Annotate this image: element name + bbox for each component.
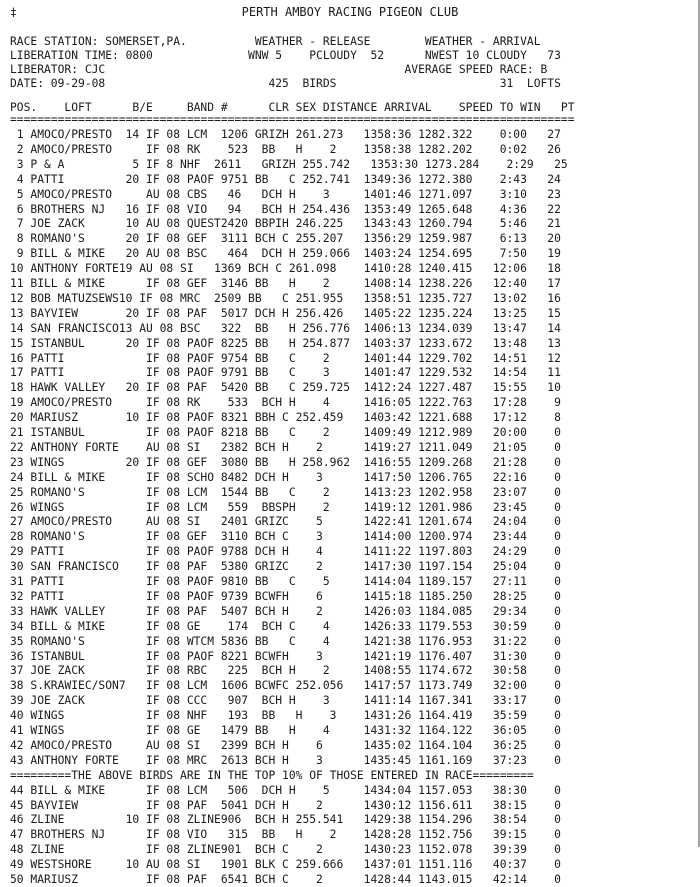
table-row: 8 ROMANO'S 20 IF 08 GEF 3111 BCH C 255.207 1356:29 1259.987 6:13 20: [10, 232, 561, 246]
table-row: 28 ROMANO'S IF 08 GEF 3110 BCH C 3 1414:00 1200.974 23:44 0: [10, 530, 561, 544]
table-row: 16 PATTI IF 08 PAOF 9754 BB C 2 1401:44 1229.702 14:51 12: [10, 351, 561, 365]
table-row: 37 JOE ZACK IF 08 RBC 225 BCH H 2 1408:55 1174.672 30:58 0: [10, 664, 561, 678]
table-row: 11 BILL & MIKE IF 08 GEF 3146 BB H 2 1408:14 1238.226 12:40 17: [10, 277, 561, 290]
club-title: PERTH AMBOY RACING PIGEON CLUB: [241, 5, 459, 19]
column-header: POS. LOFT B/E BAND # CLR SEX DISTANCE ARRIVAL SPEED TO WIN PT: [10, 101, 575, 114]
table-row: 2 AMOCO/PRESTO IF 08 RK 523 BB H 2 1358:38 1282.202 0:02 26: [10, 142, 561, 156]
table-row: 47 BROTHERS NJ IF 08 VIO 315 BB H 2 1428:28 1152.756 39:15 0: [10, 828, 561, 842]
table-row: 26 WINGS IF 08 LCM 559 BBSPH 2 1419:12 1201.986 23:45 0: [10, 500, 561, 514]
table-row: 12 BOB MATUZSEWS10 IF 08 MRC 2509 BB C 251.955 1358:51 1235.727 13:02 16: [10, 291, 561, 305]
table-row: 18 HAWK VALLEY 20 IF 08 PAF 5420 BB C 259.725 1412:24 1227.487 15:55 10: [10, 381, 561, 395]
table-row: 7 JOE ZACK 10 AU 08 QUEST2420 BBPIH 246.225 1343:43 1260.794 5:46 21: [10, 217, 561, 231]
table-row: 34 BILL & MIKE IF 08 GE 174 BCH C 4 1426:33 1179.553 30:59 0: [10, 619, 561, 633]
table-row: 29 PATTI IF 08 PAOF 9788 DCH H 4 1411:22 1197.803 24:29 0: [10, 545, 561, 559]
table-row: 50 MARIUSZ IF 08 PAF 6541 BCH C 2 1428:44 1143.015 42:14 0: [10, 873, 561, 886]
header-line-date: DATE: 09-29-08 425 BIRDS 31 LOFTS: [10, 77, 561, 90]
table-row: 30 SAN FRANCISCO IF 08 PAF 5380 GRIZC 2 1417:30 1197.154 25:04 0: [10, 560, 561, 574]
table-row: 4 PATTI 20 IF 08 PAOF 9751 BB C 252.741 1349:36 1272.380 2:43 24: [10, 172, 561, 186]
table-row: 38 S.KRAWIEC/SON7 IF 08 LCM 1606 BCWFC 252.056 1417:57 1173.749 32:00 0: [10, 679, 561, 693]
table-row: 49 WESTSHORE 10 AU 08 SI 1901 BLK C 259.666 1437:01 1151.116 40:37 0: [10, 858, 561, 872]
table-row: 5 AMOCO/PRESTO AU 08 CBS 46 DCH H 3 1401:46 1271.097 3:10 23: [10, 187, 561, 201]
table-row: 25 ROMANO'S IF 08 LCM 1544 BB C 2 1413:23 1202.958 23:07 0: [10, 485, 561, 499]
header-rule: ===================================================================================: [10, 113, 575, 126]
table-row: 1 AMOCO/PRESTO 14 IF 08 LCM 1206 GRIZH 261.273 1358:36 1282.322 0:00 27: [10, 128, 561, 141]
table-row: 31 PATTI IF 08 PAOF 9810 BB C 5 1414:04 1189.157 27:11 0: [10, 575, 561, 588]
header-line-liberator: LIBERATOR: CJC AVERAGE SPEED RACE: B: [10, 63, 548, 76]
table-row: 9 BILL & MIKE 20 AU 08 BSC 464 DCH H 259.066 1403:24 1254.695 7:50 19: [10, 247, 561, 261]
corner-mark: ‡: [10, 6, 17, 19]
table-row: 15 ISTANBUL 20 IF 08 PAOF 8225 BB H 254.877 1403:37 1233.672 13:48 13: [10, 336, 561, 350]
table-row: 41 WINGS IF 08 GE 1479 BB H 4 1431:32 1164.122 36:05 0: [10, 724, 561, 737]
table-row: 23 WINGS 20 IF 08 GEF 3080 BB H 258.962 1416:55 1209.268 21:28 0: [10, 455, 561, 469]
table-row: 13 BAYVIEW 20 IF 08 PAF 5017 DCH H 256.426 1405:22 1235.224 13:25 15: [10, 306, 561, 320]
table-row: 17 PATTI IF 08 PAOF 9791 BB C 3 1401:47 1229.532 14:54 11: [10, 366, 561, 380]
table-row: 33 HAWK VALLEY IF 08 PAF 5407 BCH H 2 1426:03 1184.085 29:34 0: [10, 604, 561, 618]
table-row: 21 ISTANBUL IF 08 PAOF 8218 BB C 2 1409:49 1212.989 20:00 0: [10, 426, 561, 439]
table-row: 43 ANTHONY FORTE IF 08 MRC 2613 BCH H 3 1435:45 1161.169 37:23 0: [10, 753, 561, 767]
table-row: 40 WINGS IF 08 NHF 193 BB H 3 1431:26 1164.419 35:59 0: [10, 709, 561, 723]
table-row: 42 AMOCO/PRESTO AU 08 SI 2399 BCH H 6 1435:02 1164.104 36:25 0: [10, 738, 561, 752]
table-row: 22 ANTHONY FORTE AU 08 SI 2382 BCH H 2 1419:27 1211.049 21:05 0: [10, 440, 561, 454]
table-row: 6 BROTHERS NJ 16 IF 08 VIO 94 BCH H 254.436 1353:49 1265.648 4:36 22: [10, 202, 561, 216]
table-row: 3 P & A 5 IF 8 NHF 2611 GRIZH 255.742 1353:30 1273.284 2:29 25: [10, 157, 568, 171]
table-row: 35 ROMANO'S IF 08 WTCM 5836 BB C 4 1421:38 1176.953 31:22 0: [10, 634, 561, 648]
table-row: 36 ISTANBUL IF 08 PAOF 8221 BCWFH 3 1421:19 1176.407 31:30 0: [10, 649, 561, 663]
table-row: 48 ZLINE IF 08 ZLINE901 BCH C 2 1430:23 1152.078 39:39 0: [10, 843, 561, 857]
table-row: 44 BILL & MIKE IF 08 LCM 506 DCH H 5 1434:04 1157.053 38:30 0: [10, 783, 561, 797]
table-row: 14 SAN FRANCISCO13 AU 08 BSC 322 BB H 256.776 1406:13 1234.039 13:47 14: [10, 321, 561, 335]
table-row: 19 AMOCO/PRESTO IF 08 RK 533 BCH H 4 1416:05 1222.763 17:28 9: [10, 396, 561, 410]
table-row: 45 BAYVIEW IF 08 PAF 5041 DCH H 2 1430:12 1156.611 38:15 0: [10, 798, 561, 812]
table-row: 20 MARIUSZ 10 IF 08 PAOF 8321 BBH C 252.459 1403:42 1221.688 17:12 8: [10, 411, 561, 425]
table-row: 46 ZLINE 10 IF 08 ZLINE906 BCH H 255.541 1429:38 1154.296 38:54 0: [10, 813, 561, 827]
header-line-liberation-time: LIBERATION TIME: 0800 WNW 5 PCLOUDY 52 NWEST 10 CLOUDY 73: [10, 49, 561, 62]
table-row: 24 BILL & MIKE IF 08 SCHO 8482 DCH H 3 1417:50 1206.765 22:16 0: [10, 470, 561, 484]
top-ten-percent-divider: =========THE ABOVE BIRDS ARE IN THE TOP 10% OF THOSE ENTERED IN RACE=========: [10, 768, 534, 782]
table-row: 10 ANTHONY FORTE19 AU 08 SI 1369 BCH C 261.098 1410:28 1240.415 12:06 18: [10, 262, 561, 276]
table-row: 32 PATTI IF 08 PAOF 9739 BCWFH 6 1415:18 1185.250 28:25 0: [10, 589, 561, 603]
header-line-race-station: RACE STATION: SOMERSET,PA. WEATHER - RELEASE WEATHER - ARRIVAL: [10, 35, 541, 48]
table-row: 27 AMOCO/PRESTO AU 08 SI 2401 GRIZC 5 1422:41 1201.674 24:04 0: [10, 515, 561, 529]
table-row: 39 JOE ZACK IF 08 CCC 907 BCH H 3 1411:14 1167.341 33:17 0: [10, 694, 561, 708]
